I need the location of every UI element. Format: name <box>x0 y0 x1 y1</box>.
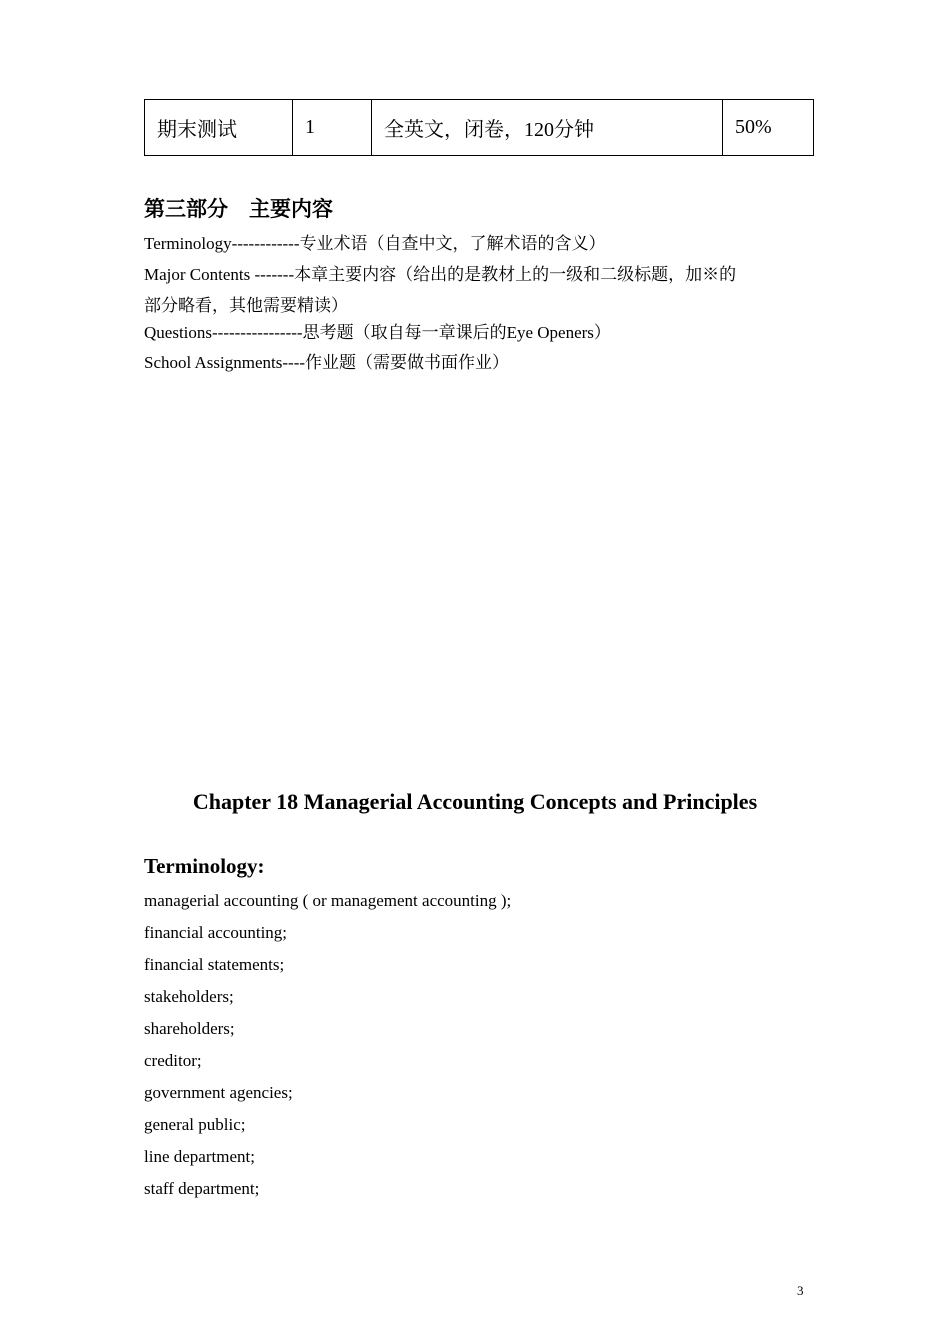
list-item: financial accounting; <box>144 923 288 942</box>
list-item: creditor; <box>144 1051 202 1070</box>
section-heading: 第三部分 主要内容 <box>144 197 333 221</box>
page-number: 3 <box>797 1283 804 1298</box>
list-item: shareholders; <box>144 1019 235 1038</box>
assessment-weight-cell: 50% <box>723 100 814 156</box>
section-line-major-contents: Major Contents -------本章主要内容（给出的是教材上的一级和二级标题，加※的 <box>144 265 737 284</box>
section-line-major-contents-cont: 部分略看，其他需要精读） <box>144 296 348 315</box>
list-item: stakeholders; <box>144 987 234 1006</box>
assessment-count-cell: 1 <box>293 100 372 156</box>
list-item: financial statements; <box>144 955 285 974</box>
list-item: government agencies; <box>144 1083 293 1102</box>
section-line-terminology: Terminology------------专业术语（自查中文，了解术语的含义） <box>144 234 606 253</box>
assessment-table <box>144 99 814 156</box>
chapter-title: Chapter 18 Managerial Accounting Concepts and Principles <box>192 789 758 814</box>
terminology-heading: Terminology: <box>144 854 265 878</box>
section-line-assignments: School Assignments----作业题（需要做书面作业） <box>144 353 510 372</box>
assessment-format-cell: 全英文，闭卷，120分钟 <box>372 100 723 156</box>
list-item: line department; <box>144 1147 255 1166</box>
section-line-questions: Questions----------------思考题（取自每一章课后的Eye Openers） <box>144 323 611 342</box>
list-item: staff department; <box>144 1179 260 1198</box>
assessment-type-cell: 期末测试 <box>145 100 293 156</box>
table-row <box>145 100 814 156</box>
list-item: general public; <box>144 1115 246 1134</box>
list-item: managerial accounting ( or management accounting ); <box>144 891 512 910</box>
terminology-list <box>144 888 511 1208</box>
